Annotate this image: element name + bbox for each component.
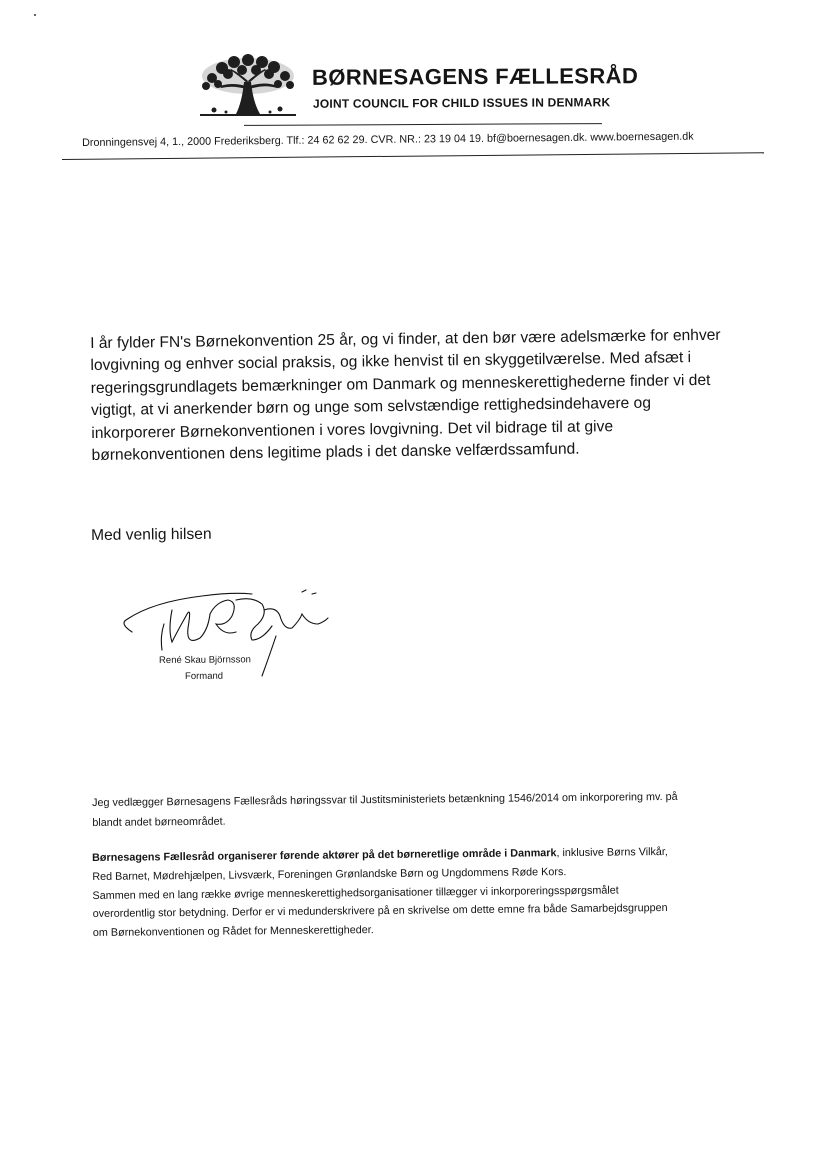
attachment-line: blandt andet børneområdet.: [92, 815, 226, 829]
address-divider: [62, 152, 764, 160]
signer-role: Formand: [185, 670, 224, 682]
members-line: Red Barnet, Mødrehjælpen, Livsværk, Foreningen Grønlandske Børn og Ungdommens Røde Kors.: [92, 865, 567, 883]
members-line: overordentlig stor betydning. Derfor er vi medunderskrivere på en skrivelse om dette emne fra både Samarbejdsgruppen: [92, 902, 668, 921]
closing-greeting: Med venlig hilsen: [91, 525, 212, 544]
attachment-line: Jeg vedlægger Børnesagens Fællesråds høringssvar til Justitsministeriets betænkning 1546/2014 om inkorporering mv. på: [92, 790, 678, 809]
members-note: [92, 842, 753, 943]
attachment-note: [92, 786, 752, 833]
scan-speck: [34, 14, 36, 16]
body-line: inkorporerer Børnekonventionen i vores lovgivning. Det vil bidrage til at give: [91, 417, 614, 442]
body-paragraph: [90, 324, 742, 467]
body-line: regeringsgrundlagets bemærkninger om Danmark og menneskerettighederne finder vi det: [90, 371, 711, 397]
org-name: BØRNESAGENS FÆLLESRÅD: [311, 63, 639, 90]
members-lead: Børnesagens Fællesråd organiserer førende aktører på det børneretlige område i Danmark: [92, 847, 557, 864]
body-line: lovgivning og enhver social praksis, og ikke henvist til en skyggetilværelse. Med afsæt i: [90, 349, 692, 375]
tree-logo-icon: [192, 52, 304, 124]
body-line: vigtigt, at vi anerkender børn og unge som selvstændige rettighedsindehavere og: [90, 394, 652, 420]
members-line: om Børnekonventionen og Rådet for Menneskerettigheder.: [92, 924, 374, 940]
members-line-rest: , inklusive Børns Vilkår,: [556, 845, 668, 860]
signer-name: René Skau Björnsson: [159, 654, 251, 666]
org-subtitle: JOINT COUNCIL FOR CHILD ISSUES IN DENMARK: [312, 95, 611, 111]
members-line: Sammen med en lang række øvrige menneskerettighedsorganisationer tillægger vi inkorporeringsspørgsmålet: [92, 884, 619, 902]
body-line: I år fylder FN's Børnekonvention 25 år, og vi finder, at den bør være adelsmærke for enhver: [90, 326, 721, 352]
address-line: Dronningensvej 4, 1., 2000 Frederiksberg. Tlf.: 24 62 62 29. CVR. NR.: 23 19 04 19. bf@boernesagen.dk. www.boernesagen.dk: [82, 130, 694, 149]
body-line: børnekonventionen dens legitime plads i det danske velfærdssamfund.: [91, 440, 580, 465]
